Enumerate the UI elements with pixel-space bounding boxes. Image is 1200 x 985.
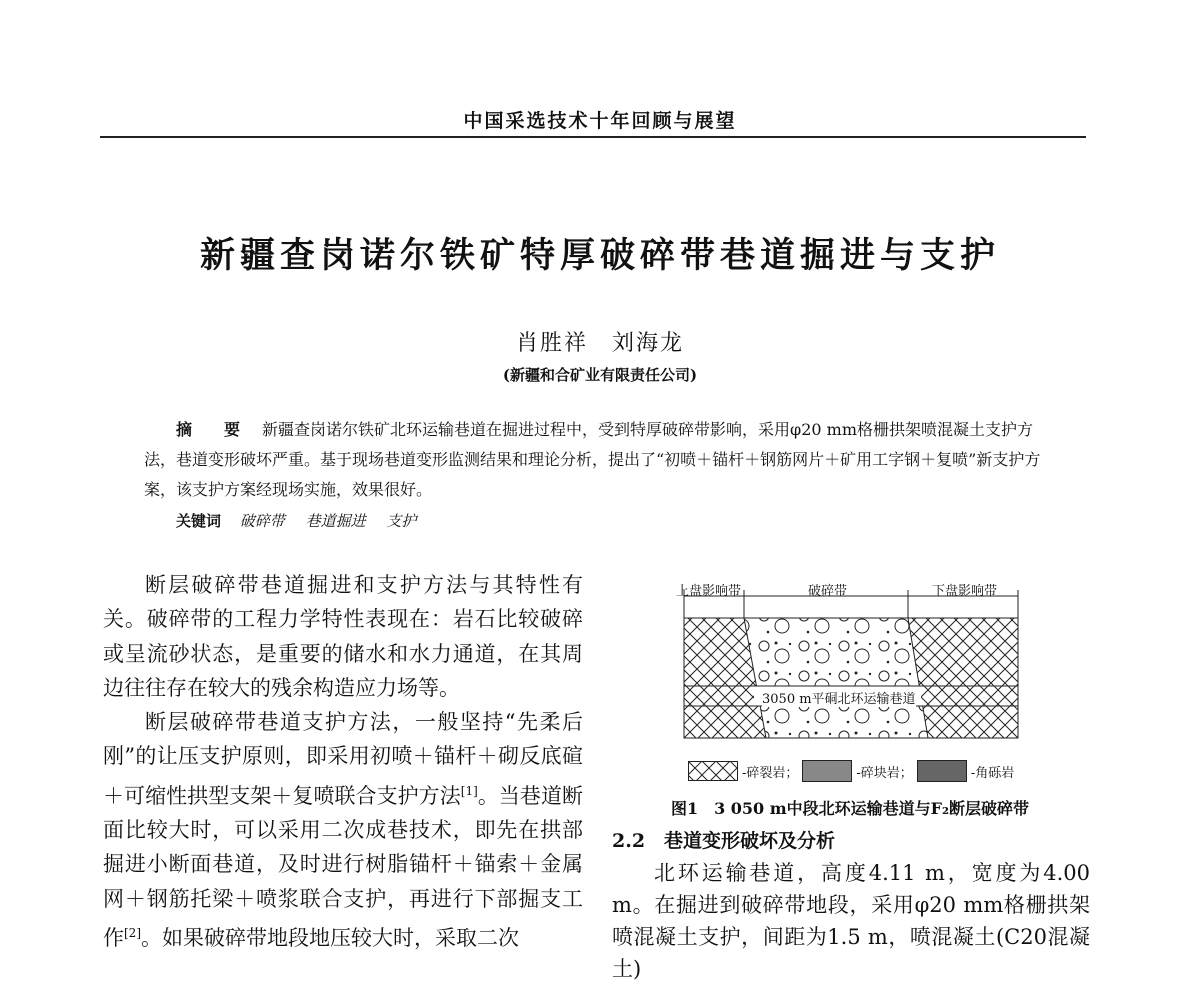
fault-zone-figure	[676, 578, 1026, 753]
keyword: 破碎带	[239, 512, 285, 530]
breccia-swatch-icon	[917, 760, 967, 782]
paragraph: 北环运输巷道，高度4.11 m，宽度为4.00 m。在掘进到破碎带地段，采用φ20 mm格栅拱架喷混凝土支护，间距为1.5 m，喷混凝土(C20混凝土)	[612, 861, 1090, 981]
citation: [1]	[460, 783, 478, 798]
keywords-label: 关键词	[176, 512, 222, 530]
keywords	[176, 510, 432, 531]
paper-title: 新疆查岗诺尔铁矿特厚破碎带巷道掘进与支护	[199, 235, 1000, 276]
figure-caption: 图1 3 050 m中段北环运输巷道与F₂断层破碎带	[670, 799, 1030, 818]
header-rule	[100, 136, 1086, 138]
legend-label: -碎块岩；	[856, 765, 913, 781]
text-run: 。当巷道断面比较大时，可以采用二次成巷技术，即先在拱部掘进小断面巷道，及时进行树脂锚杆＋锚索＋金属网＋钢筋托梁＋喷浆联合支护，再进行下部掘支工作	[103, 783, 584, 950]
keyword: 支护	[386, 512, 417, 530]
zone-label-hanging-wall: 上盘影响带	[676, 584, 742, 599]
text-run: 断层破碎带巷道支护方法，一般坚持“先柔后刚”的让压支护原则，即采用初喷＋锚杆＋砌反底碹＋可缩性拱型支架＋复喷联合支护方法	[103, 710, 583, 808]
right-column	[612, 857, 1090, 985]
legend-label: -角砾岩	[970, 765, 1015, 781]
left-column	[103, 568, 583, 955]
authors: 肖胜祥 刘海龙	[515, 331, 684, 356]
figure-legend	[688, 760, 1014, 782]
section-heading: 2.2 巷道变形破坏及分析	[612, 830, 836, 852]
hatch-swatch-icon	[688, 761, 738, 781]
abstract-text: 新疆查岗诺尔铁矿北环运输巷道在掘进过程中，受到特厚破碎带影响，采用φ20 mm格栅拱架喷混凝土支护方法，巷道变形破坏严重。基于现场巷道变形监测结果和理论分析，提出了“初喷＋锚杆＋钢筋网片＋矿用工字钢＋复喷”新支护方案，该支护方案经现场实施，效果很好。	[144, 420, 1041, 499]
citation: [2]	[124, 925, 141, 940]
keyword: 巷道掘进	[305, 512, 366, 530]
rubble-swatch-icon	[802, 760, 852, 782]
abstract-label: 摘 要	[176, 420, 249, 439]
zone-label-footwall: 下盘影响带	[932, 584, 998, 599]
affiliation: (新疆和合矿业有限责任公司)	[502, 366, 698, 384]
running-head: 中国采选技术十年回顾与展望	[463, 110, 737, 132]
legend-label: -碎裂岩；	[742, 765, 799, 781]
text-run: 。如果破碎带地段地压较大时，采取二次	[141, 925, 519, 950]
paragraph: 断层破碎带巷道掘进和支护方法与其特性有关。破碎带的工程力学特性表现在：岩石比较破碎或呈流砂状态，是重要的储水和水力通道，在其周边往往存在较大的残余构造应力场等。	[103, 573, 583, 700]
paragraph	[103, 705, 583, 955]
tunnel-label: 3050 m平硐北环运输巷道	[762, 688, 916, 707]
abstract	[144, 415, 1044, 505]
zone-label-fracture: 破碎带	[808, 584, 848, 599]
